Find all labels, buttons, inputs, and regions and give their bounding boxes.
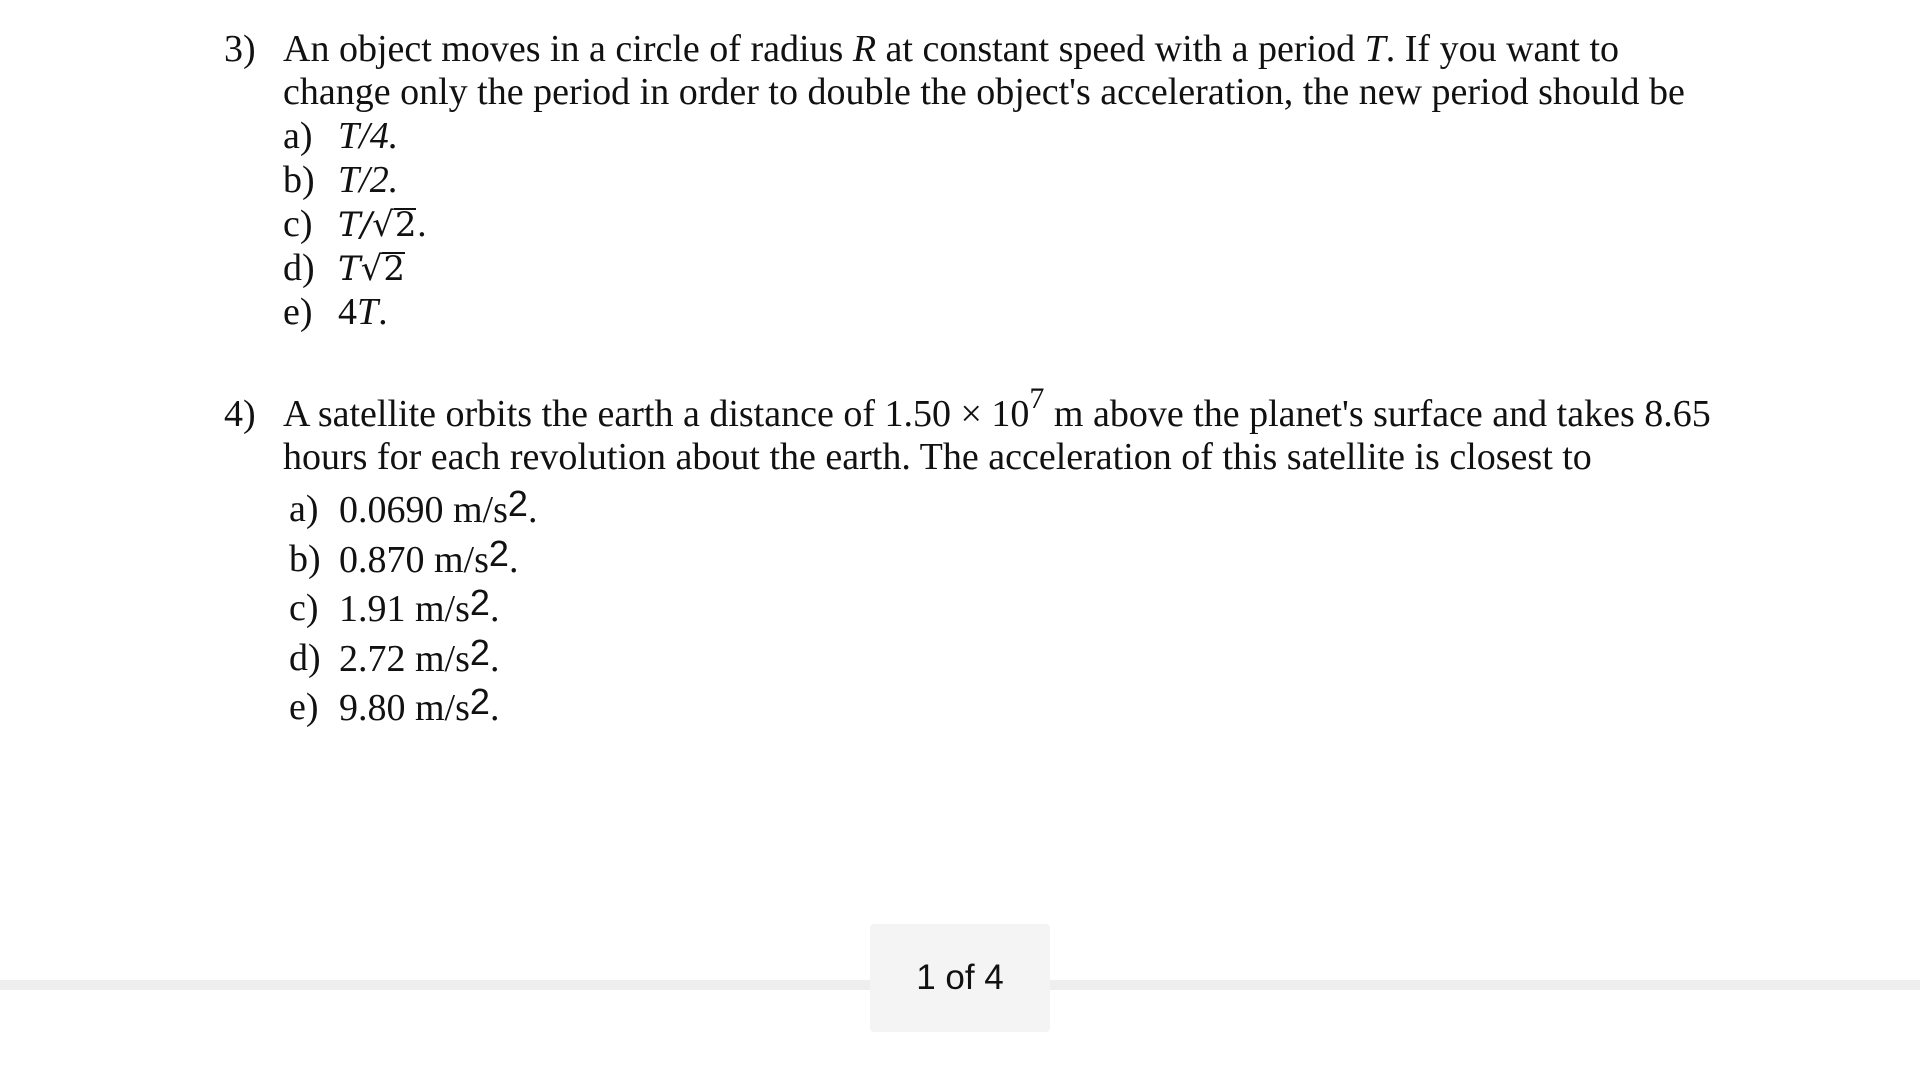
exponent: 7: [1029, 382, 1045, 416]
unit-exponent: 2: [469, 681, 490, 722]
answer-option-d: d) 2.72 m/s2.: [224, 634, 1724, 684]
page-indicator: [870, 924, 1050, 1032]
option-math: T/√2.: [338, 205, 428, 245]
option-value: 1.91 m/s: [339, 588, 470, 630]
radicand: 2: [394, 205, 417, 245]
question-3-stem: [224, 28, 1724, 114]
question-text: A satellite orbits the earth a distance of $1.50 \times 10^7$ m above the planet's surface and takes 8.65 hours for each revolution about the earth. The acceleration of this satellite is closest to: [283, 382, 1711, 478]
unit-exponent: 2: [469, 631, 490, 673]
answer-options: [224, 485, 1724, 733]
answer-option-c: [224, 202, 1724, 246]
question-4: [224, 382, 1724, 733]
option-letter: e): [283, 291, 313, 333]
answer-option-e: [224, 290, 1724, 334]
option-letter: a): [289, 488, 319, 530]
option-value: 0.0690 m/s: [339, 489, 508, 531]
option-letter: b): [283, 159, 315, 201]
option-letter: a): [283, 115, 313, 157]
option-math: T√2: [338, 249, 405, 289]
option-letter: c): [283, 203, 313, 245]
answer-options: [224, 114, 1724, 334]
option-text: T/2.: [338, 159, 399, 201]
answer-option-e: e) 9.80 m/s2.: [224, 683, 1724, 733]
radicand: 2: [383, 249, 405, 289]
page-indicator-label: 1 of 4: [916, 958, 1004, 997]
option-letter: d): [289, 636, 321, 679]
unit-exponent: 2: [488, 532, 509, 574]
question-number: 3): [224, 28, 256, 70]
option-letter: c): [289, 587, 319, 629]
option-value: 9.80 m/s: [339, 687, 470, 729]
option-value: 2.72 m/s: [339, 637, 470, 680]
sqrt-symbol: √: [372, 205, 394, 245]
unit-exponent: 2: [507, 483, 528, 524]
answer-option-a: [224, 114, 1724, 158]
sqrt-symbol: √: [360, 249, 383, 289]
option-letter: d): [283, 247, 315, 289]
option-text: 4T.: [338, 291, 388, 333]
answer-option-b: b) 0.870 m/s2.: [224, 535, 1724, 585]
option-value: 0.870 m/s: [339, 538, 489, 581]
question-text: An object moves in a circle of radius R at constant speed with a period T. If you want to change only the period in order to double the object's acceleration, the new period should be: [283, 28, 1685, 113]
unit-exponent: 2: [469, 582, 490, 623]
question-4-stem: [224, 382, 1724, 479]
question-3: [224, 28, 1724, 334]
answer-option-a: a) 0.0690 m/s2.: [224, 485, 1724, 535]
question-number: 4): [224, 393, 256, 435]
answer-option-b: [224, 158, 1724, 202]
option-letter: e): [289, 686, 319, 728]
option-text: T/4.: [338, 115, 399, 157]
answer-option-c: c) 1.91 m/s2.: [224, 584, 1724, 634]
answer-option-d: [224, 246, 1724, 290]
option-letter: b): [289, 537, 321, 580]
